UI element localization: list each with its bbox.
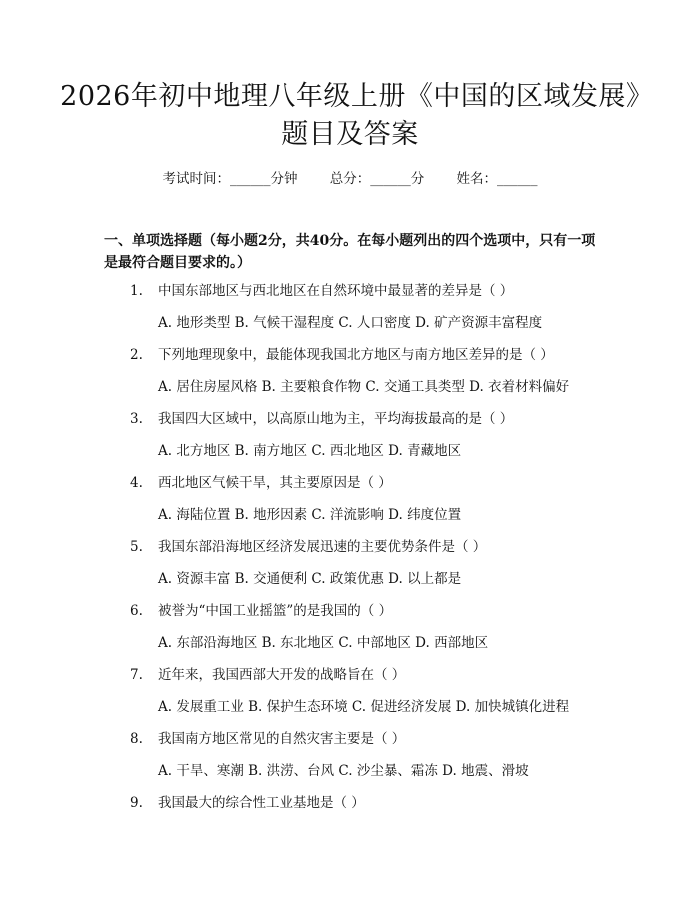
page-title: 2026年初中地理八年级上册《中国的区域发展》题目及答案: [60, 81, 640, 150]
question-number: 8.: [130, 731, 143, 747]
name-field: 姓名：______: [456, 171, 538, 187]
question-8-options: A. 干旱、寒潮 B. 洪涝、台风 C. 沙尘暴、霜冻 D. 地震、滑坡: [158, 763, 529, 779]
question-4-options: A. 海陆位置 B. 地形因素 C. 洋流影响 D. 纬度位置: [158, 507, 462, 523]
question-number: 7.: [130, 667, 143, 683]
question-number: 1.: [130, 283, 143, 299]
question-number: 9.: [130, 795, 143, 811]
question-stem: 西北地区气候干旱，其主要原因是（ ）: [158, 475, 392, 491]
question-number: 4.: [130, 475, 143, 491]
question-stem: 下列地理现象中，最能体现我国北方地区与南方地区差异的是（ ）: [158, 347, 554, 363]
question-6: [130, 602, 610, 620]
question-3-options: A. 北方地区 B. 南方地区 C. 西北地区 D. 青藏地区: [158, 443, 462, 459]
question-5-options: A. 资源丰富 B. 交通便利 C. 政策优惠 D. 以上都是: [158, 571, 462, 587]
question-4: [130, 474, 610, 492]
exam-meta: [0, 170, 700, 188]
question-stem: 我国东部沿海地区经济发展迅速的主要优势条件是（ ）: [158, 539, 487, 555]
exam-time-field: 考试时间：______分钟: [162, 171, 298, 187]
question-7: [130, 666, 610, 684]
question-stem: 中国东部地区与西北地区在自然环境中最显著的差异是（ ）: [158, 283, 514, 299]
question-7-options: A. 发展重工业 B. 保护生态环境 C. 促进经济发展 D. 加快城镇化进程: [158, 699, 570, 715]
question-2-options: A. 居住房屋风格 B. 主要粮食作物 C. 交通工具类型 D. 衣着材料偏好: [158, 379, 570, 395]
question-1: [130, 282, 610, 300]
question-stem: 我国四大区域中，以高原山地为主，平均海拔最高的是（ ）: [158, 411, 514, 427]
section-heading: 一、单项选择题（每小题2分，共40分。在每小题列出的四个选项中，只有一项是最符合题目要求的。）: [104, 233, 596, 271]
question-3: [130, 410, 610, 428]
question-6-options: A. 东部沿海地区 B. 东北地区 C. 中部地区 D. 西部地区: [158, 635, 489, 651]
question-number: 5.: [130, 539, 143, 555]
question-number: 2.: [130, 347, 143, 363]
question-stem: 被誉为“中国工业摇篮”的是我国的（ ）: [158, 603, 393, 619]
question-2: [130, 346, 610, 364]
question-stem: 我国最大的综合性工业基地是（ ）: [158, 795, 365, 811]
question-stem: 近年来，我国西部大开发的战略旨在（ ）: [158, 667, 406, 683]
total-score-field: 总分：______分: [329, 171, 425, 187]
question-number: 3.: [130, 411, 143, 427]
question-8: [130, 730, 610, 748]
question-stem: 我国南方地区常见的自然灾害主要是（ ）: [158, 731, 406, 747]
question-number: 6.: [130, 603, 143, 619]
question-9: [130, 794, 610, 812]
question-5: [130, 538, 610, 556]
question-1-options: A. 地形类型 B. 气候干湿程度 C. 人口密度 D. 矿产资源丰富程度: [158, 315, 543, 331]
